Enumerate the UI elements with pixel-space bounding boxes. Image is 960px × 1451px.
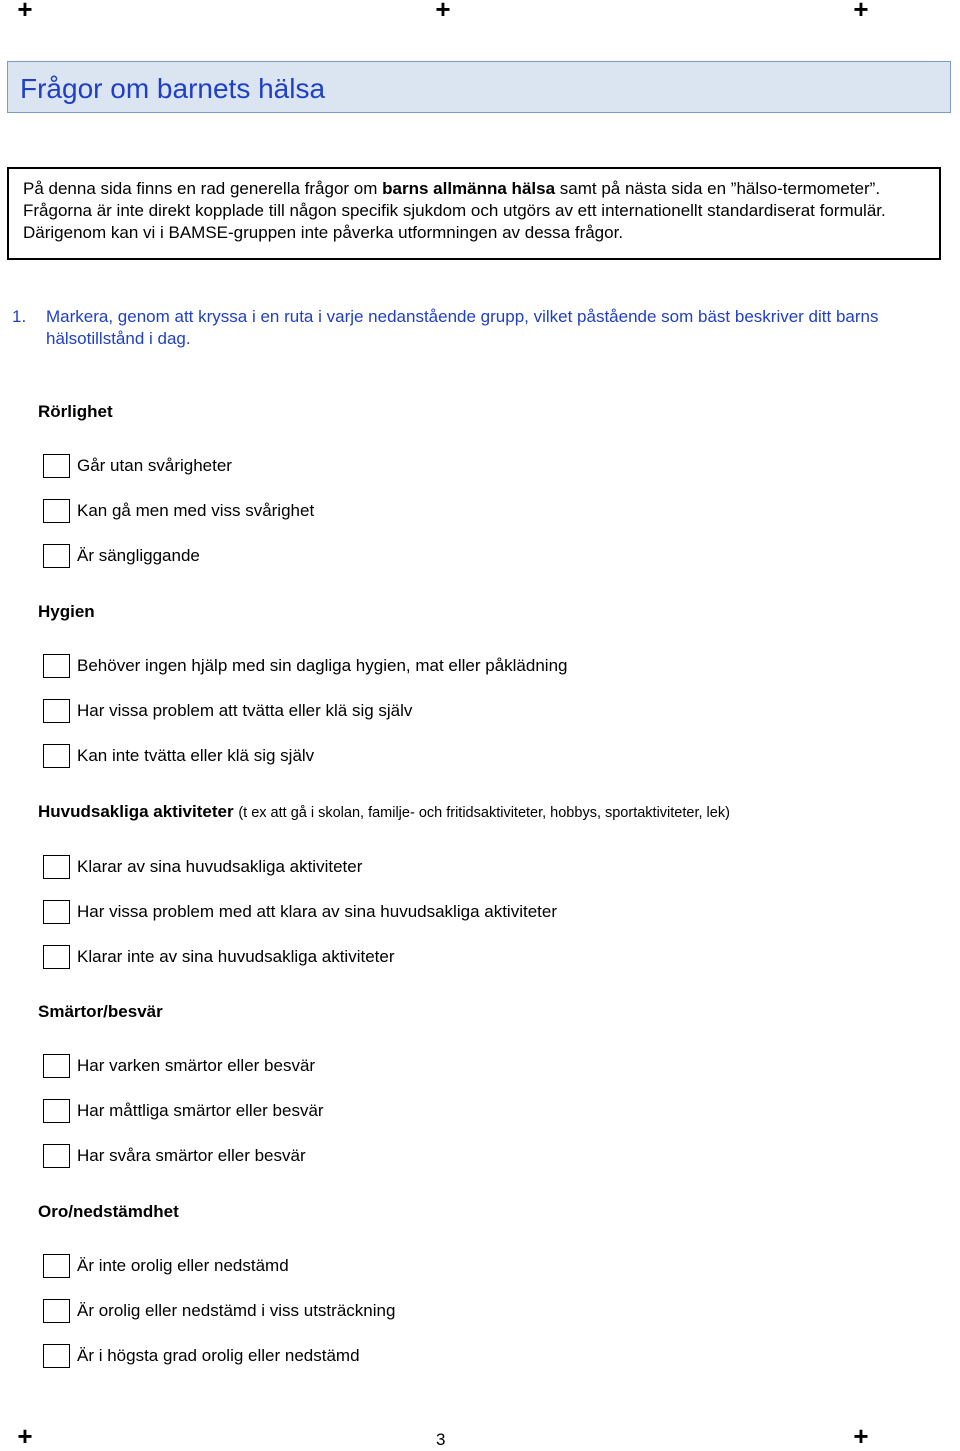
option-item[interactable] bbox=[43, 653, 568, 679]
section-title bbox=[38, 601, 938, 623]
option-label: Är inte orolig eller nedstämd bbox=[77, 1256, 289, 1275]
option-label: Kan gå men med viss svårighet bbox=[77, 501, 315, 520]
option-item[interactable] bbox=[43, 1053, 315, 1079]
intro-text-bold: barns allmänna hälsa bbox=[382, 179, 556, 198]
option-item[interactable] bbox=[43, 854, 362, 880]
question-1 bbox=[12, 306, 912, 350]
section-huvudsakliga-aktiviteter bbox=[38, 801, 938, 966]
option-label: Har vissa problem att tvätta eller klä sig själv bbox=[77, 701, 413, 720]
checkbox[interactable] bbox=[43, 499, 70, 523]
option-label: Behöver ingen hjälp med sin dagliga hygien, mat eller påklädning bbox=[77, 656, 568, 675]
section-note: (t ex att gå i skolan, familje- och fritidsaktiviteter, hobbys, sportaktiviteter, lek) bbox=[238, 805, 730, 821]
registration-mark-bottom-left: + bbox=[17, 1421, 33, 1451]
checkbox[interactable] bbox=[43, 1344, 70, 1368]
option-label: Är i högsta grad orolig eller nedstämd bbox=[77, 1346, 360, 1365]
option-item[interactable] bbox=[43, 698, 412, 724]
option-item[interactable] bbox=[43, 498, 314, 524]
checkbox[interactable] bbox=[43, 1299, 70, 1323]
section-smartor-besvar bbox=[38, 1001, 938, 1165]
checkbox[interactable] bbox=[43, 855, 70, 879]
option-item[interactable] bbox=[43, 1143, 306, 1169]
title-banner bbox=[7, 61, 951, 113]
option-label: Kan inte tvätta eller klä sig själv bbox=[77, 746, 315, 765]
registration-mark-top-right: + bbox=[853, 0, 869, 24]
checkbox[interactable] bbox=[43, 454, 70, 478]
option-item[interactable] bbox=[43, 743, 314, 769]
section-title-text: Hygien bbox=[38, 602, 95, 621]
registration-mark-top-left: + bbox=[17, 0, 33, 24]
checkbox[interactable] bbox=[43, 1099, 70, 1123]
option-label: Är sängliggande bbox=[77, 546, 200, 565]
question-number: 1. bbox=[12, 307, 27, 326]
checkbox[interactable] bbox=[43, 1254, 70, 1278]
registration-mark-bottom-right: + bbox=[853, 1421, 869, 1451]
option-item[interactable] bbox=[43, 453, 232, 479]
option-label: Går utan svårigheter bbox=[77, 456, 232, 475]
checkbox[interactable] bbox=[43, 945, 70, 969]
option-item[interactable] bbox=[43, 1098, 324, 1124]
section-rorlighet bbox=[38, 401, 938, 565]
checkbox[interactable] bbox=[43, 654, 70, 678]
section-hygien bbox=[38, 601, 938, 765]
page-title: Frågor om barnets hälsa bbox=[20, 73, 326, 104]
option-label: Har svåra smärtor eller besvär bbox=[77, 1146, 306, 1165]
option-item[interactable] bbox=[43, 899, 557, 925]
option-item[interactable] bbox=[43, 1298, 395, 1324]
section-title bbox=[38, 401, 938, 423]
section-title bbox=[38, 1201, 938, 1223]
page-number: 3 bbox=[436, 1430, 446, 1449]
checkbox[interactable] bbox=[43, 1144, 70, 1168]
intro-box bbox=[7, 167, 941, 260]
registration-mark-top-center: + bbox=[435, 0, 451, 24]
option-label: Klarar inte av sina huvudsakliga aktiviteter bbox=[77, 947, 395, 966]
section-title-text: Oro/nedstämdhet bbox=[38, 1202, 179, 1221]
checkbox[interactable] bbox=[43, 699, 70, 723]
intro-text-part1: På denna sida finns en rad generella frågor om bbox=[23, 179, 383, 198]
option-label: Har vissa problem med att klara av sina huvudsakliga aktiviteter bbox=[77, 902, 557, 921]
section-oro-nedstamdhet bbox=[38, 1201, 938, 1365]
checkbox[interactable] bbox=[43, 900, 70, 924]
option-item[interactable] bbox=[43, 1253, 289, 1279]
section-title bbox=[38, 1001, 938, 1023]
question-text: Markera, genom att kryssa i en ruta i varje nedanstående grupp, vilket påstående som bäst beskriver ditt barns hälsotillstånd i dag. bbox=[46, 307, 879, 348]
checkbox[interactable] bbox=[43, 544, 70, 568]
option-item[interactable] bbox=[43, 944, 395, 970]
option-label: Har måttliga smärtor eller besvär bbox=[77, 1101, 324, 1120]
option-label: Är orolig eller nedstämd i viss utsträckning bbox=[77, 1301, 396, 1320]
option-label: Har varken smärtor eller besvär bbox=[77, 1056, 316, 1075]
section-title bbox=[38, 801, 938, 824]
option-label: Klarar av sina huvudsakliga aktiviteter bbox=[77, 857, 363, 876]
section-title-text: Huvudsakliga aktiviteter bbox=[38, 802, 234, 821]
section-title-text: Smärtor/besvär bbox=[38, 1002, 163, 1021]
option-item[interactable] bbox=[43, 1343, 360, 1369]
intro-text-part2: samt på nästa sida en ”hälso-termometer”. Frågorna är inte direkt kopplade till någon specifik sjukdom och utgörs av ett internationellt standardiserat formulär. Därigenom kan vi i BAMSE-gruppen inte påverka utformningen av dessa frågor. bbox=[23, 179, 886, 242]
section-title-text: Rörlighet bbox=[38, 402, 113, 421]
checkbox[interactable] bbox=[43, 1054, 70, 1078]
option-item[interactable] bbox=[43, 543, 200, 569]
checkbox[interactable] bbox=[43, 744, 70, 768]
